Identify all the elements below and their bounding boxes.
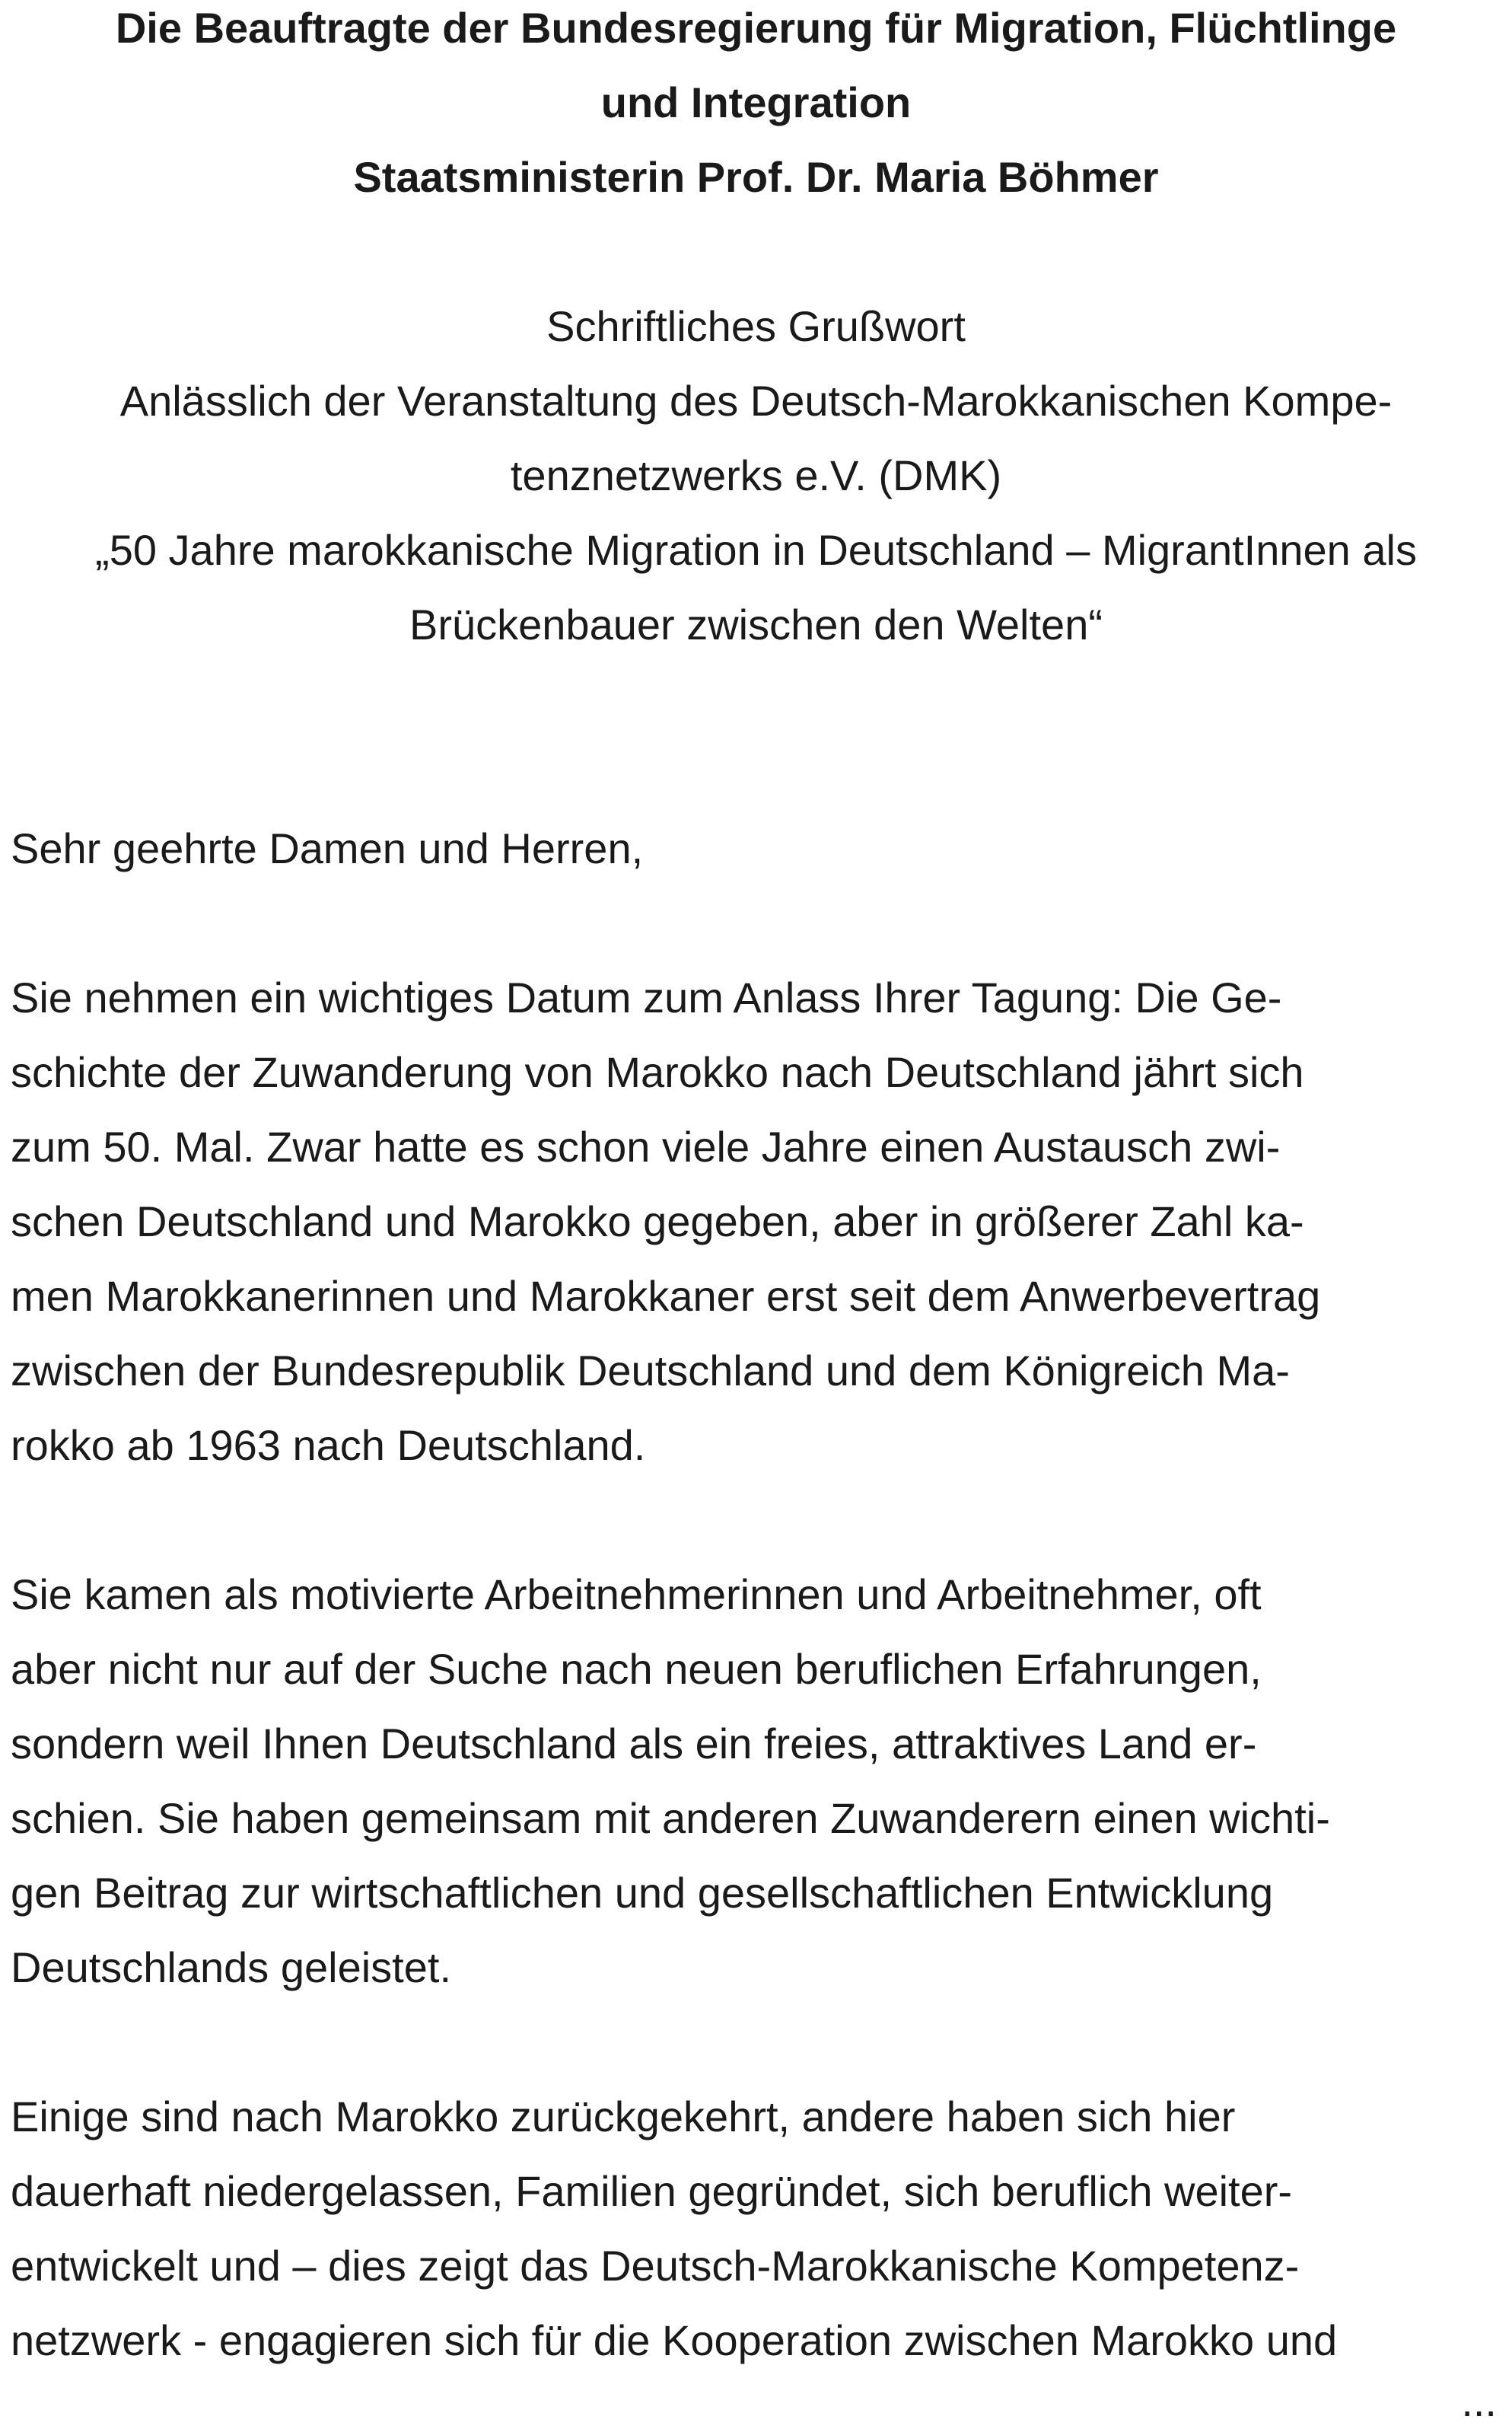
paragraph-line: Sie nehmen ein wichtiges Datum zum Anlass Ihrer Tagung: Die Ge-	[11, 974, 1282, 1022]
paragraph-line: Einige sind nach Marokko zurückgekehrt, andere haben sich hier	[11, 2093, 1236, 2140]
paragraph-line: schichte der Zuwanderung von Marokko nach Deutschland jährt sich	[11, 1048, 1304, 1096]
paragraph-line: gen Beitrag zur wirtschaftlichen und gesellschaftlichen Entwicklung	[11, 1869, 1274, 1917]
minister-name: Staatsministerin Prof. Dr. Maria Böhmer	[353, 153, 1159, 201]
paragraph-line: Sie kamen als motivierte Arbeitnehmerinnen und Arbeitnehmer, oft	[11, 1570, 1262, 1618]
authority-title-line-1: Die Beauftragte der Bundesregierung für Migration, Flüchtlinge	[115, 4, 1397, 52]
paragraph-line: sondern weil Ihnen Deutschland als ein freies, attraktives Land er-	[11, 1720, 1257, 1767]
event-title-line-1: „50 Jahre marokkanische Migration in Deutschland – MigrantInnen als	[95, 526, 1417, 574]
occasion-line-1: Anlässlich der Veranstaltung des Deutsch-Marokkanischen Kompe-	[119, 377, 1393, 425]
document-type: Schriftliches Grußwort	[546, 302, 966, 350]
salutation: Sehr geehrte Damen und Herren,	[11, 824, 644, 872]
paragraph-line: dauerhaft niedergelassen, Familien gegründet, sich beruflich weiter-	[11, 2167, 1293, 2215]
paragraph-line: schien. Sie haben gemeinsam mit anderen Zuwanderern einen wichti-	[11, 1794, 1330, 1842]
paragraph-line: schen Deutschland und Marokko gegeben, aber in größerer Zahl ka-	[11, 1197, 1304, 1245]
paragraph-line: zum 50. Mal. Zwar hatte es schon viele Jahre einen Austausch zwi-	[11, 1123, 1281, 1171]
paragraph-line: netzwerk - engagieren sich für die Kooperation zwischen Marokko und	[11, 2316, 1338, 2364]
authority-title-line-2: und Integration	[600, 78, 912, 126]
paragraph-line: men Marokkanerinnen und Marokkaner erst seit dem Anwerbevertrag	[11, 1272, 1321, 1320]
paragraph-line: aber nicht nur auf der Suche nach neuen beruflichen Erfahrungen,	[11, 1645, 1262, 1693]
paragraph-line: entwickelt und – dies zeigt das Deutsch-Marokkanische Kompetenz-	[11, 2242, 1300, 2290]
continuation-mark: ...	[1461, 2377, 1497, 2425]
paragraph-line: zwischen der Bundesrepublik Deutschland und dem Königreich Ma-	[11, 1347, 1290, 1394]
paragraph-line: Deutschlands geleistet.	[11, 1943, 452, 1991]
paragraph-line: rokko ab 1963 nach Deutschland.	[11, 1421, 646, 1469]
event-title-line-2: Brückenbauer zwischen den Welten“	[409, 601, 1103, 649]
occasion-line-2: tenznetzwerks e.V. (DMK)	[510, 451, 1002, 499]
